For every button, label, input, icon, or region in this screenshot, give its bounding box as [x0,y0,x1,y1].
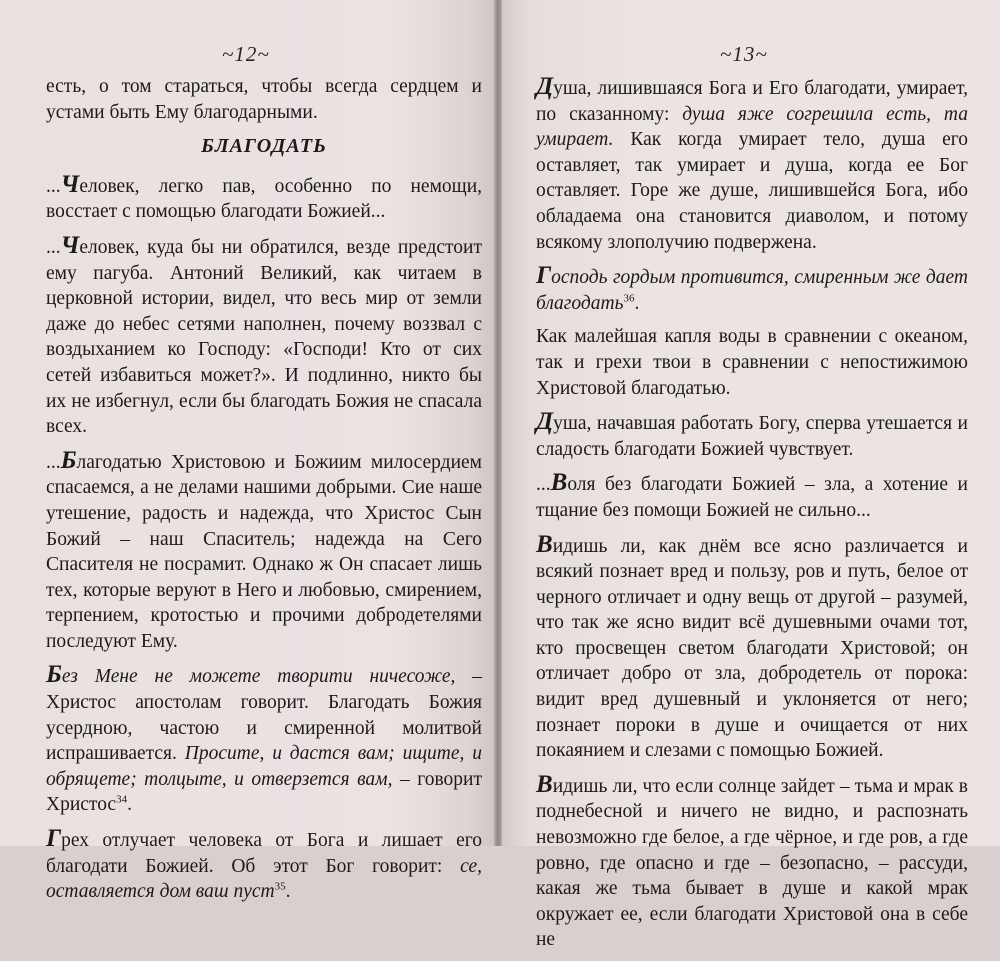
paragraph: Без Мене не можете творити ничесоже, – Христос апостолам говорит. Благодать Божия усердною, частою и смиренной молитвой испрашивается. Просите, и дастся вам; ищите, и обрящете; толцыте, и отверзется вам, – говорит Христос$^{34}$. [46,661,483,816]
initial-letter: Б [60,446,77,474]
initial-letter: Д [536,73,554,100]
right-text-column [536,74,968,961]
initial-letter: В [536,770,553,798]
initial-letter: Д [536,408,554,436]
initial-letter: Ч [60,231,80,259]
footnote-ref: 35 [274,880,286,893]
initial-letter: Б [46,661,62,689]
left-page [0,0,494,903]
paragraph: Душа, лишившаяся Бога и Его благодати, умирает, по сказанному: душа яже согрешила есть, та умирает. Как когда умирает тело, душа его оставляет, так умирает и душа, когда ее Бог оставляет. Горе же душе, лишившейся Бога, ибо обладаема она становится диаволом, и потому всякому злополучию подвержена. [536,73,968,253]
paragraph: ...Воля без благодати Божией – зла, а хотение и тщание без помощи Божией не сильно... [536,469,968,521]
footnote-ref: 34 [116,793,128,806]
paragraph: Видишь ли, как днём все ясно различается и всякий познает вред и пользу, ров и путь, белое от черного отличает и одну вещь от другой – разумей, что так же ясно видит всё душевными очами тот, кто просвещен светом благодати Христовой; он отличает добро от зла, добродетель от порока: видит вред душевный и уклоняется от него; познает пороки в душе и очищается от них покаянием и слезами с помощью Божией. [536,530,968,762]
right-page [502,0,1000,951]
left-text-column [46,74,482,913]
footnote-ref: 36 [623,292,635,305]
section-heading: БЛАГОДАТЬ [201,135,327,158]
initial-letter: Г [46,825,62,853]
book-gutter [494,0,502,846]
paragraph: ...Человек, легко пав, особенно по немощи, восстает с помощью благодати Божией... [46,170,482,223]
paragraph: ...Человек, куда бы ни обратился, везде предстоит ему пагуба. Антоний Великий, как читаем в церковной истории, видел, что весь мир от земли даже до небес сетями наполнен, почему воззвал с воздыханием ко Господу: «Господи! Кто от сих сетей избавиться может?». И подлинно, никто бы их не избегнул, если бы благодать Божия не спасала всех. [46,231,482,438]
initial-letter: В [536,530,553,558]
paragraph: Как малейшая капля воды в сравнении с океаном, так и грехи твои в сравнении с непостижимою Христовой благодатью. [536,326,968,399]
initial-letter: В [550,469,568,497]
paragraph: Грех отлучает человека от Бога и лишает его благодати Божией. Об этот Бог говорит: се, оставляется дом ваш пуст$^{35}$. [46,825,482,903]
initial-letter: Г [536,262,552,290]
page-number-right: ~13~ [720,42,768,66]
paragraph: есть, о том стараться, чтобы всегда сердцем и устами быть Ему благодарными. [46,76,482,123]
paragraph: Господь гордым противится, смиренным же дает благодать$^{36}$. [536,262,968,314]
paragraph: ...Благодатью Христовою и Божиим милосердием спасаемся, а не делами нашими добрыми. Сие наше утешение, радость и надежда, что Христос Сын Божий – наш Спаситель; надежда на Сего Спасителя не посрамит. Однако ж Он спасает лишь тех, которые веруют в Него и любовью, смирением, терпением, кротостью и прочими добродетелями последуют Ему. [46,446,482,652]
initial-letter: Ч [60,170,80,198]
paragraph: Душа, начавшая работать Богу, сперва утешается и сладость благодати Божией чувствует. [536,408,968,460]
paragraph: Видишь ли, что если солнце зайдет – тьма и мрак в поднебесной и ничего не видно, и распознать невозможно где белое, а где чёрное, и где ров, а где ровно, где опасно и где – безопасно, – рассуди, какая же тьма бывает в душе и какой мрак окружает ее, если благодати Христовой она в себе не [536,770,968,951]
page-number-left: ~12~ [222,42,270,66]
